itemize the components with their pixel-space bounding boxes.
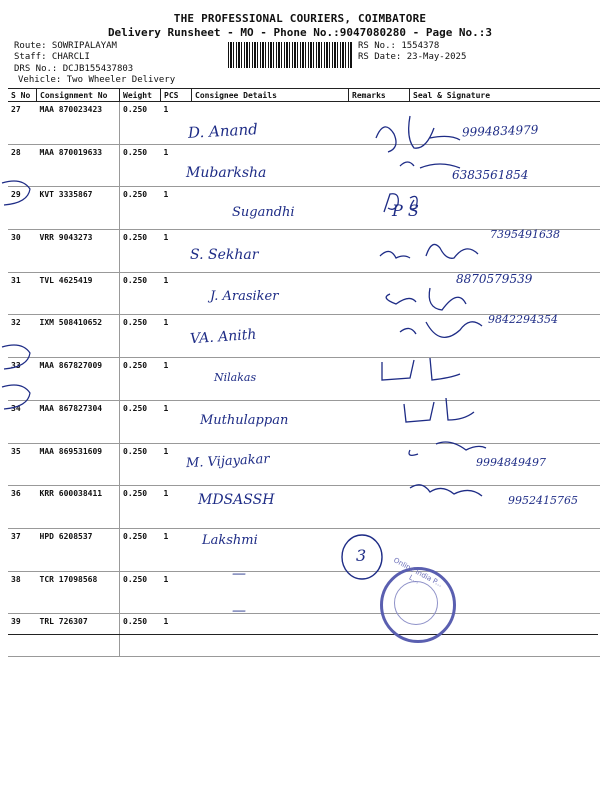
row-sno: 33 <box>8 358 37 401</box>
table-row <box>8 614 600 657</box>
row-consignment: KRR 600038411 <box>37 486 120 529</box>
row-pcs: 1 <box>161 486 192 529</box>
row-weight: 0.250 <box>120 614 161 657</box>
row-sno: 32 <box>8 315 37 358</box>
row-consignment: HPD 6208537 <box>37 528 120 571</box>
row-consignment: MAA 870023423 <box>37 102 120 145</box>
row-sno: 30 <box>8 230 37 273</box>
row-weight: 0.250 <box>120 486 161 529</box>
row-pcs: 1 <box>161 571 192 614</box>
row-weight: 0.250 <box>120 358 161 401</box>
row-pcs: 1 <box>161 230 192 273</box>
row-consignment: MAA 869531609 <box>37 443 120 486</box>
row-consignment: MAA 867827304 <box>37 400 120 443</box>
row-sno: 29 <box>8 187 37 230</box>
row-pcs: 1 <box>161 358 192 401</box>
handwritten-name-31: J. Arasiker <box>210 289 279 304</box>
barcode <box>228 42 352 68</box>
col-pcs: PCS <box>161 89 192 102</box>
handwritten-name-29: Sugandhi <box>232 205 295 220</box>
row-consignment: TRL 726307 <box>37 614 120 657</box>
row-pcs: 1 <box>161 272 192 315</box>
col-remarks: Remarks <box>349 89 410 102</box>
row-consignment: KVT 3335867 <box>37 187 120 230</box>
table-row <box>8 571 600 614</box>
route-label: Route: SOWRIPALAYAM <box>14 41 117 51</box>
row-sno: 38 <box>8 571 37 614</box>
col-consignee: Consignee Details <box>192 89 349 102</box>
table-bottom-rule <box>8 634 598 635</box>
signature-strokes <box>370 108 598 548</box>
row-weight: 0.250 <box>120 272 161 315</box>
row-pcs: 1 <box>161 102 192 145</box>
vehicle-label: Vehicle: Two Wheeler Delivery <box>18 75 176 85</box>
row-consignment: IXM 508410652 <box>37 315 120 358</box>
col-consignment: Consignment No <box>37 89 120 102</box>
row-weight: 0.250 <box>120 315 161 358</box>
handwritten-name-35: M. Vijayakar <box>185 451 270 472</box>
handwritten-phone-28: 6383561854 <box>452 168 529 182</box>
handwritten-name-33: Nilakas <box>214 371 257 384</box>
row-weight: 0.250 <box>120 400 161 443</box>
col-weight: Weight <box>120 89 161 102</box>
row-weight: 0.250 <box>120 571 161 614</box>
dash-mark-39: — <box>232 603 246 619</box>
handwritten-name-32: VA. Anith <box>189 326 257 348</box>
row-pcs: 1 <box>161 528 192 571</box>
rs-date: RS Date: 23-May-2025 <box>358 52 467 62</box>
row-weight: 0.250 <box>120 187 161 230</box>
table-header-row <box>8 89 600 102</box>
company-title: THE PROFESSIONAL COURIERS, COIMBATORE <box>173 12 427 25</box>
row-pcs: 1 <box>161 187 192 230</box>
row-sno: 31 <box>8 272 37 315</box>
row-pcs: 1 <box>161 315 192 358</box>
rs-number: RS No.: 1554378 <box>358 41 440 51</box>
row-weight: 0.250 <box>120 443 161 486</box>
row-consignment: TVL 4625419 <box>37 272 120 315</box>
runsheet-subtitle: Delivery Runsheet - MO - Phone No.:9047080280 - Page No.:3 <box>107 26 493 39</box>
row-weight: 0.250 <box>120 102 161 145</box>
handwritten-name-37: Lakshmi <box>202 533 258 548</box>
handwritten-phone-35: 9994849497 <box>476 456 546 469</box>
dash-mark-38: — <box>232 566 246 582</box>
row-pcs: 1 <box>161 400 192 443</box>
drs-number: DRS No.: DCJB155437803 <box>14 64 134 74</box>
row-weight: 0.250 <box>120 230 161 273</box>
row-pcs: 1 <box>161 144 192 187</box>
handwritten-name-28: Mubarksha <box>186 165 267 181</box>
staff-label: Staff: CHARCLI <box>14 52 90 62</box>
handwritten-name-27: D. Anand <box>187 120 259 142</box>
row-sno: 27 <box>8 102 37 145</box>
row-sno: 28 <box>8 144 37 187</box>
row-consignee <box>192 571 349 614</box>
row-pcs: 1 <box>161 443 192 486</box>
circled-row-marks <box>0 175 40 435</box>
row-consignment: VRR 9043273 <box>37 230 120 273</box>
handwritten-name-36: MDSASSH <box>198 492 275 508</box>
handwritten-phone-31: 8870579539 <box>456 272 533 286</box>
handwritten-name-30: S. Sekhar <box>190 247 259 263</box>
row-sno: 36 <box>8 486 37 529</box>
row-sno: 34 <box>8 400 37 443</box>
row-sno: 37 <box>8 528 37 571</box>
stamp-text: Online India P... L... <box>392 556 444 589</box>
circled-page-number: 3 <box>356 546 367 565</box>
row-consignee <box>192 614 349 657</box>
row-weight: 0.250 <box>120 144 161 187</box>
handwritten-phone-27: 9994834979 <box>461 122 539 140</box>
row-sno: 35 <box>8 443 37 486</box>
handwritten-phone-30: 7395491638 <box>490 228 560 241</box>
row-weight: 0.250 <box>120 528 161 571</box>
svg-text:P S: P S <box>392 201 419 220</box>
col-seal-signature: Seal & Signature <box>410 89 600 102</box>
col-sno: S No <box>8 89 37 102</box>
row-sno: 39 <box>8 614 37 657</box>
handwritten-phone-32: 9842294354 <box>488 313 558 326</box>
row-consignment: MAA 867827009 <box>37 358 120 401</box>
row-consignment: MAA 870019633 <box>37 144 120 187</box>
handwritten-name-34: Muthulappan <box>200 413 289 428</box>
row-pcs: 1 <box>161 614 192 657</box>
handwritten-phone-36: 9952415765 <box>508 494 578 507</box>
row-consignment: TCR 17098568 <box>37 571 120 614</box>
